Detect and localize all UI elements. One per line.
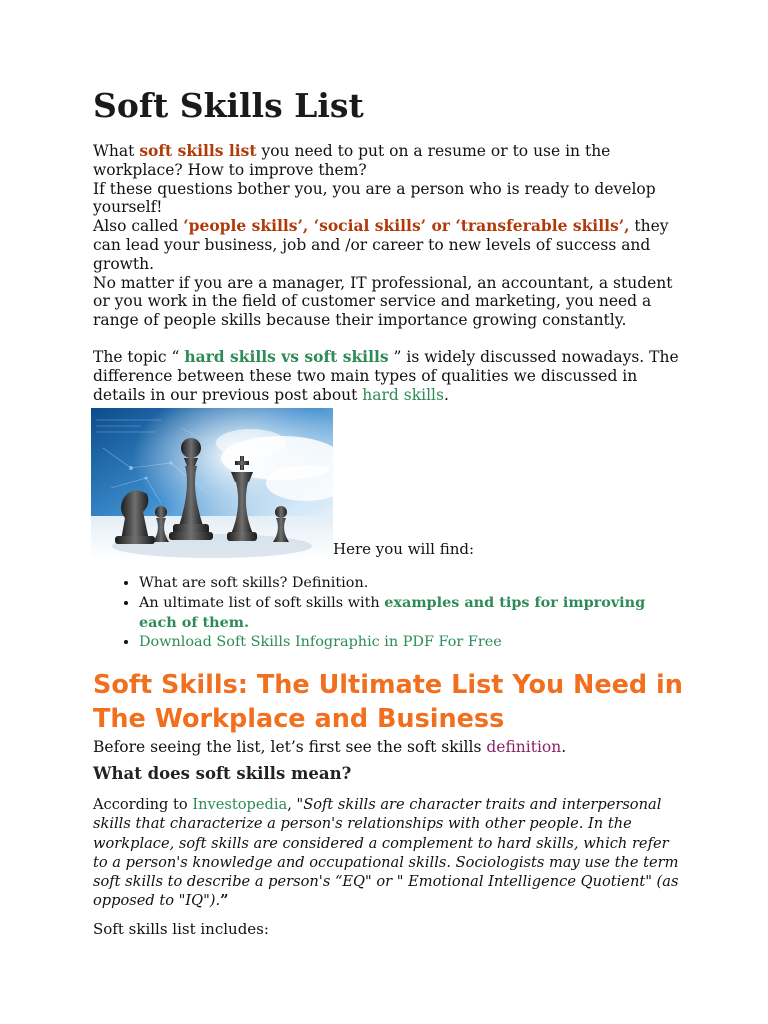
page-title: Soft Skills List [93,86,364,125]
hard-vs-soft-skills-link[interactable]: hard skills vs soft skills [184,346,389,366]
image-row [91,408,683,560]
intro-section [93,142,683,404]
investopedia-link[interactable]: Investopedia [192,796,288,814]
subheading: What does soft skills mean? [93,764,352,784]
chess-pieces-image [91,408,333,560]
section-heading: Soft Skills: The Ultimate List You Need in The Workplace and Business [93,670,683,735]
image-caption: Here you will find: [333,540,475,559]
definition-intro: Before seeing the list, let’s first see the soft skills definition. [93,738,567,757]
intro-paragraph-4: No matter if you are a manager, IT professional, an accountant, a student or you work in the field of customer service and marketing, you need a range of people skills because their importance growing constantly. [93,273,673,330]
list-item: • An ultimate list of soft skills with examples and tips for improving each of them. [139,593,683,633]
intro-paragraph-3: Also called ‘people skills’, ‘social skills’ or ‘transferable skills’, they can lead your business, job and /or career to new levels of success and growth. [93,216,669,273]
intro-paragraph-1: What soft skills list you need to put on a resume or to use in the workplace? How to improve them? [93,141,611,179]
find-list [93,574,683,652]
definition-link[interactable]: definition [486,738,562,757]
quote-text: "Soft skills are character traits and interpersonal skills that characterize a person's relationships with other people. In the workplace, soft skills are considered a complement to hard skills, which refer to a person's knowledge and occupational skills. Sociologists may use the term soft skills to describe a person's “EQ" or " Emotional Intelligence Quotient" (as opposed to "IQ"). [93,796,679,910]
soft-skills-list-link[interactable]: soft skills list [139,141,257,160]
topic-paragraph: The topic “ hard skills vs soft skills ” is widely discussed nowadays. The difference between these two main types of qualities we discussed in details in our previous post about hard skills. [93,346,679,404]
list-item [139,633,683,652]
skills-aliases: ‘people skills’, ‘social skills’ or ‘transferable skills’, [183,216,630,236]
article-body [93,86,683,939]
spacer [93,330,683,348]
hard-skills-link[interactable]: hard skills [362,385,444,404]
examples-tips-link[interactable]: examples and tips for improving each of them. [139,594,646,632]
definition-quote: According to Investopedia, "Soft skills are character traits and interpersonal skills that characterize a person's relationships with other people. In the workplace, soft skills are considered a complement to hard skills, which refer to a person's knowledge and occupational skills. Sociologists may use the term soft skills to describe a person's “EQ" or " Emotional Intelligence Quotient" (as opposed to "IQ").” [93,796,679,910]
list-item: • What are soft skills? Definition. [139,574,683,593]
list-intro: Soft skills list includes: [93,920,269,939]
intro-paragraph-2: If these questions bother you, you are a person who is ready to develop yourself! [93,179,656,217]
download-infographic-link[interactable]: Download Soft Skills Infographic in PDF For Free [139,634,502,651]
